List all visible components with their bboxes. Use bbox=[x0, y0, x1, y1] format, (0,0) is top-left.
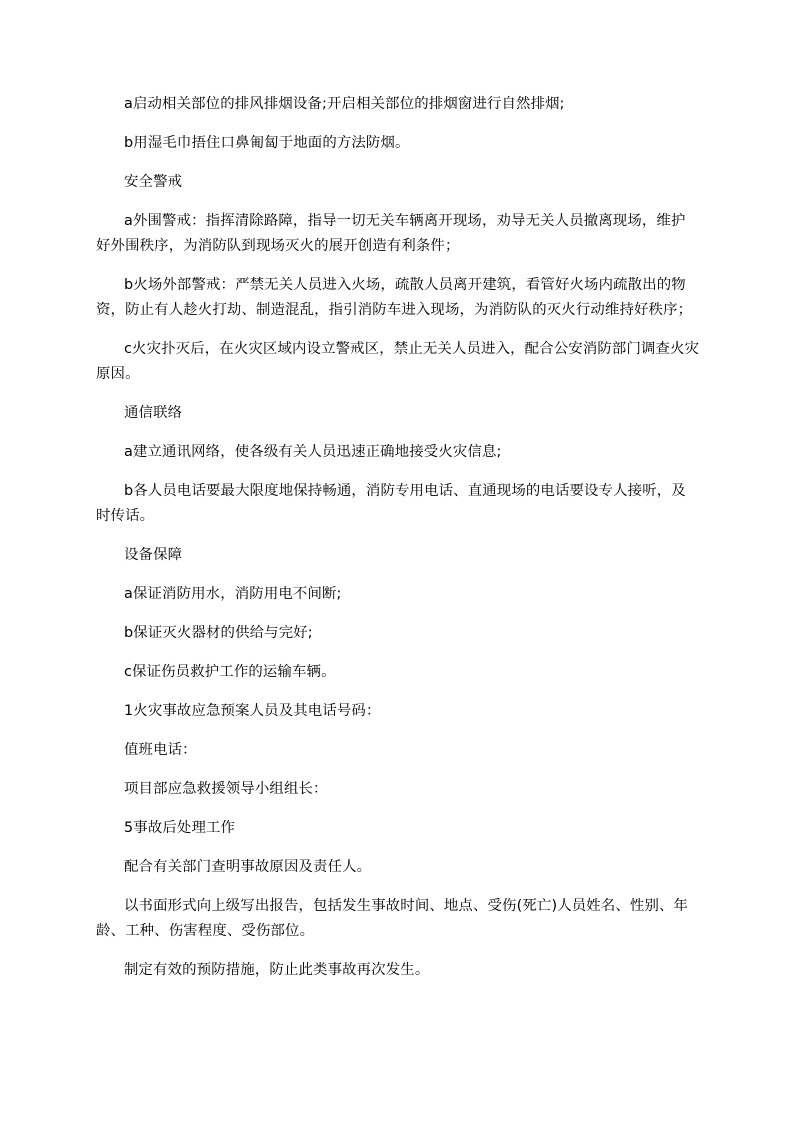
paragraph-contacts-heading: 1火灾事故应急预案人员及其电话号码： bbox=[124, 703, 381, 719]
paragraph-investigate: 配合有关部门查明事故原因及责任人。 bbox=[124, 859, 372, 875]
paragraph-smoke-exhaust: a启动相关部位的排风排烟设备;开启相关部位的排烟窗进行自然排烟; bbox=[124, 96, 565, 112]
paragraph-network: a建立通讯网络，使各级有关人员迅速正确地接受火灾信息; bbox=[124, 444, 502, 460]
document-body bbox=[96, 92, 700, 983]
section-heading-equipment: 设备保障 bbox=[124, 547, 183, 563]
paragraph-ambulance: c保证伤员救护工作的运输车辆。 bbox=[124, 664, 336, 680]
paragraph-fire-scene-guard: b火场外部警戒：严禁无关人员进入火场，疏散人员离开建筑，看管好火场内疏散出的物资，防止有人趁火打劫、制造混乱，指引消防车进入现场，为消防队的灭火行动维持好秩序； bbox=[96, 277, 693, 318]
paragraph-phone-lines: b各人员电话要最大限度地保持畅通，消防专用电话、直通现场的电话要设专人接听，及时传话。 bbox=[96, 483, 686, 524]
paragraph-after-fire: c火灾扑灭后，在火灾区域内设立警戒区，禁止无关人员进入，配合公安消防部门调查火灾原因。 bbox=[96, 341, 700, 382]
section-heading-communication: 通信联络 bbox=[124, 405, 183, 421]
paragraph-outer-guard: a外围警戒：指挥清除路障，指导一切无关车辆离开现场，劝导无关人员撤离现场，维护好外围秩序，为消防队到现场灭火的展开创造有利条件； bbox=[96, 213, 686, 254]
paragraph-extinguishers: b保证灭火器材的供给与完好; bbox=[124, 625, 313, 641]
section-heading-aftermath: 5事故后处理工作 bbox=[124, 820, 236, 836]
paragraph-wet-towel: b用湿毛巾捂住口鼻匍匐于地面的方法防烟。 bbox=[124, 135, 410, 151]
paragraph-report: 以书面形式向上级写出报告，包括发生事故时间、地点、受伤(死亡)人员姓名、性别、年龄、工种、伤害程度、受伤部位。 bbox=[96, 898, 689, 939]
paragraph-duty-phone: 值班电话： bbox=[124, 742, 197, 758]
section-heading-security: 安全警戒 bbox=[124, 174, 183, 190]
paragraph-prevention: 制定有效的预防措施，防止此类事故再次发生。 bbox=[124, 962, 430, 978]
paragraph-water-power: a保证消防用水，消防用电不间断; bbox=[124, 586, 342, 602]
paragraph-team-leader: 项目部应急救援领导小组组长： bbox=[124, 781, 328, 797]
